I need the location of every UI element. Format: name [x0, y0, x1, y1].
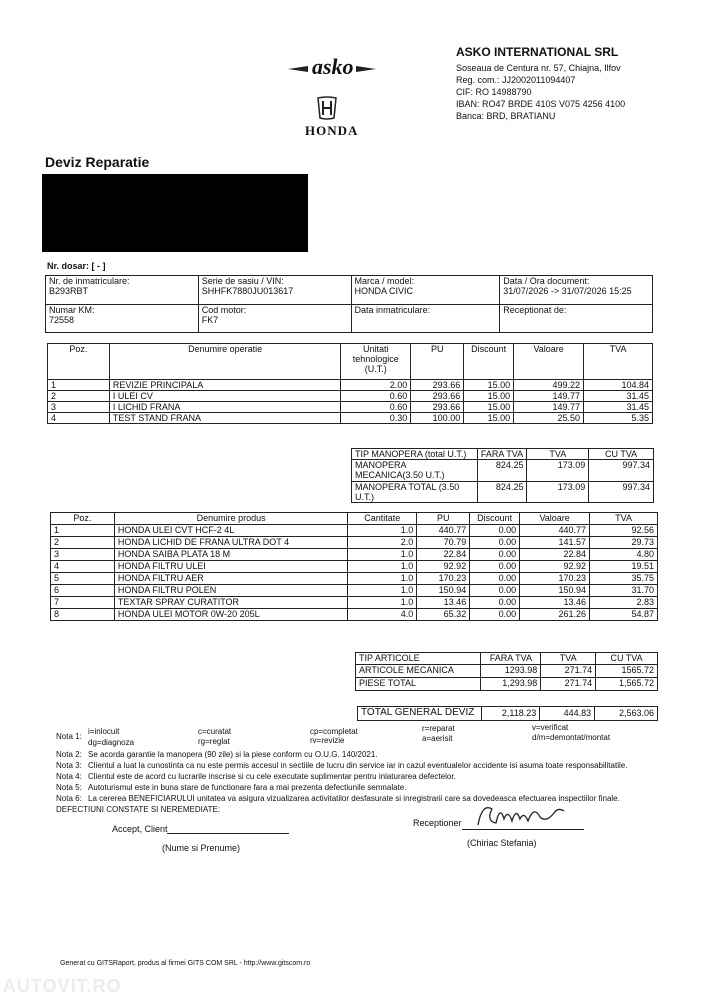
parts-cell: 92.92 [520, 561, 590, 573]
parts-cell: 54.87 [590, 609, 658, 621]
parts-cell: 2.83 [590, 597, 658, 609]
info-cell-data-inm [351, 305, 500, 333]
ops-header-denumire: Denumire operatie [109, 344, 340, 380]
legend-item: cp=completat [310, 727, 358, 736]
art-cell: ARTICOLE MECANICA [356, 665, 481, 678]
vehicle-info-table [45, 275, 653, 333]
ops-cell: 293.66 [411, 380, 464, 391]
parts-cell: 4.0 [348, 609, 417, 621]
parts-cell: HONDA FILTRU AER [114, 573, 347, 585]
manop-cell: 824.25 [477, 460, 527, 482]
redaction-block [42, 174, 308, 252]
table-row [48, 413, 653, 424]
table-row [352, 482, 654, 503]
parts-cell: 65.32 [417, 609, 470, 621]
nota-label: Nota 2: [56, 750, 82, 759]
parts-cell: HONDA ULEI CVT HCF-2 4L [114, 525, 347, 537]
info-cell-serie [198, 276, 351, 305]
legend-item: d/m=demontat/montat [532, 733, 611, 742]
nota-label: Nota 4: [56, 772, 82, 781]
legend-item: i=inlocuit [88, 727, 120, 736]
art-header: FARA TVA [481, 653, 541, 665]
nota-line [56, 750, 378, 760]
parts-cell: 22.84 [520, 549, 590, 561]
table-row [51, 597, 658, 609]
parts-cell: 261.26 [520, 609, 590, 621]
km-label: Numar KM: [49, 305, 95, 315]
ops-cell: 1 [48, 380, 110, 391]
ops-cell: I ULEI CV [109, 391, 340, 402]
cod-label: Cod motor: [201, 305, 247, 315]
nota-label: Nota 5: [56, 783, 82, 792]
total-tva: 444.83 [540, 707, 595, 721]
legend-item: rg=reglat [198, 737, 230, 746]
ops-cell: 5.35 [584, 413, 653, 424]
nota1-label: Nota 1: [56, 732, 82, 741]
receptioner-signature [470, 795, 570, 835]
ops-cell: 31.45 [584, 402, 653, 413]
data-inm-label: Data inmatriculare: [354, 305, 431, 315]
ops-cell: 104.84 [584, 380, 653, 391]
marca-value: HONDA CIVIC [354, 286, 414, 296]
data-value: 31/07/2026 -> 31/07/2026 15:25 [503, 286, 632, 296]
manop-header: CU TVA [589, 449, 654, 460]
recep-label: Receptionat de: [503, 305, 567, 315]
art-header: CU TVA [596, 653, 658, 665]
dosar-number: Nr. dosar: [ - ] [47, 261, 106, 271]
ops-cell: 25.50 [514, 413, 584, 424]
table-row [48, 391, 653, 402]
manop-cell: 997.34 [589, 460, 654, 482]
cod-value: FK7 [201, 315, 219, 325]
table-row [48, 402, 653, 413]
parts-cell: 1.0 [348, 549, 417, 561]
parts-cell: 31.70 [590, 585, 658, 597]
parts-cell: 440.77 [417, 525, 470, 537]
company-bank: Banca: BRD, BRATIANU [456, 111, 556, 121]
ops-header-ut: Unitati tehnologice (U.T.) [341, 344, 411, 380]
total-general-table [357, 706, 658, 721]
parts-cell: 0.00 [470, 597, 520, 609]
art-cell: 1565.72 [596, 665, 658, 678]
parts-cell: 22.84 [417, 549, 470, 561]
manop-cell: 173.09 [527, 482, 589, 503]
parts-cell: 1 [51, 525, 115, 537]
ops-cell: 293.66 [411, 402, 464, 413]
info-cell-marca [351, 276, 500, 305]
ops-cell: 100.00 [411, 413, 464, 424]
client-signature-line [167, 833, 289, 834]
parts-cell: 0.00 [470, 573, 520, 585]
table-row [356, 665, 658, 678]
ops-cell: 15.00 [464, 413, 514, 424]
art-cell: 1,565.72 [596, 678, 658, 691]
parts-cell: 1.0 [348, 573, 417, 585]
legend-item: a=aerisit [422, 734, 453, 743]
ops-cell: REVIZIE PRINCIPALA [109, 380, 340, 391]
parts-cell: 0.00 [470, 525, 520, 537]
parts-cell: 0.00 [470, 549, 520, 561]
footer-credit: Generat cu GITSRaport, produs al firmei GITS COM SRL - http://www.gitscom.ro [60, 960, 311, 967]
manop-header: TVA [527, 449, 589, 460]
ops-cell: 15.00 [464, 402, 514, 413]
parts-cell: 6 [51, 585, 115, 597]
parts-header-tva: TVA [590, 513, 658, 525]
ops-cell: 2.00 [341, 380, 411, 391]
total-fara-tva: 2,118.23 [482, 707, 540, 721]
client-name-caption: (Nume si Prenume) [162, 843, 241, 853]
nr-inm-label: Nr. de inmatriculare: [49, 276, 130, 286]
parts-cell: 0.00 [470, 585, 520, 597]
nota-text: Clientul a luat la cunostinta ca nu este permis accesul in sectiile de lucru din service iar in cazul eventualelor accidente isi asuma toate responsabilitatile. [88, 761, 628, 770]
defectiuni-label: DEFECTIUNI CONSTATE SI NEREMEDIATE: [56, 805, 221, 814]
art-cell: 271.74 [541, 665, 596, 678]
document-title: Deviz Reparatie [45, 154, 150, 170]
parts-cell: 19.51 [590, 561, 658, 573]
table-row [51, 561, 658, 573]
operations-table [47, 343, 653, 424]
manopera-summary-table [351, 448, 654, 503]
marca-label: Marca / model: [354, 276, 415, 286]
info-cell-km [46, 305, 199, 333]
table-row [51, 525, 658, 537]
parts-cell: 1.0 [348, 525, 417, 537]
parts-cell: 35.75 [590, 573, 658, 585]
receptioner-name-caption: (Chiriac Stefania) [467, 838, 537, 848]
nota-label: Nota 3: [56, 761, 82, 770]
ops-cell: 2 [48, 391, 110, 402]
watermark: AUTOVIT.RO [3, 976, 122, 996]
manop-cell: 997.34 [589, 482, 654, 503]
ops-cell: 0.60 [341, 391, 411, 402]
ops-header-pu: PU [411, 344, 464, 380]
parts-cell: HONDA SAIBA PLATA 18 M [114, 549, 347, 561]
parts-cell: 0.00 [470, 537, 520, 549]
nota-line [56, 783, 406, 793]
art-cell: 271.74 [541, 678, 596, 691]
nota-text: Autoturismul este in buna stare de functionare fara a mai prezenta defectiunile semnalate. [88, 783, 407, 792]
parts-cell: TEXTAR SPRAY CURATITOR [114, 597, 347, 609]
art-cell: 1293.98 [481, 665, 541, 678]
company-iban: IBAN: RO47 BRDE 410S V075 4256 4100 [456, 99, 626, 109]
table-row [51, 537, 658, 549]
ops-cell: 31.45 [584, 391, 653, 402]
parts-cell: 13.46 [520, 597, 590, 609]
manop-cell: 824.25 [477, 482, 527, 503]
parts-cell: 0.00 [470, 561, 520, 573]
parts-cell: 141.57 [520, 537, 590, 549]
ops-header-tva: TVA [584, 344, 653, 380]
nota-text: La cererea BENEFICIARULUI unitatea va asigura vizualizarea activitatilor desfasurate si inregistrarii care sa dovedeasca efectuarea inspectiilor finale. [88, 794, 620, 803]
honda-logo [316, 96, 338, 120]
legend-item: v=verificat [532, 723, 569, 732]
info-cell-cod [198, 305, 351, 333]
parts-cell: 3 [51, 549, 115, 561]
parts-header-cantitate: Cantitate [348, 513, 417, 525]
parts-cell: 92.56 [590, 525, 658, 537]
asko-logo [288, 54, 376, 81]
company-regcom: Reg. com.: JJ2002011094407 [456, 75, 576, 85]
parts-cell: 4.80 [590, 549, 658, 561]
ops-cell: 15.00 [464, 380, 514, 391]
nr-inm-value: B293RBT [49, 286, 89, 296]
parts-cell: 7 [51, 597, 115, 609]
nota-text: Clientul este de acord cu lucrarile inscrise si cu cele executate suplimentar pentru inlaturarea defectelor. [88, 772, 456, 781]
receptioner-label: Receptioner [413, 818, 462, 828]
parts-cell: 2.0 [348, 537, 417, 549]
parts-cell: HONDA FILTRU ULEI [114, 561, 347, 573]
parts-cell: 5 [51, 573, 115, 585]
manop-cell: 173.09 [527, 460, 589, 482]
total-cu-tva: 2,563.06 [595, 707, 658, 721]
parts-cell: HONDA ULEI MOTOR 0W-20 205L [114, 609, 347, 621]
legend-item: r=reparat [422, 724, 455, 733]
manop-header: FARA TVA [477, 449, 527, 460]
ops-cell: 293.66 [411, 391, 464, 402]
parts-header-valoare: Valoare [520, 513, 590, 525]
ops-cell: 0.30 [341, 413, 411, 424]
table-row [48, 380, 653, 391]
parts-cell: 1.0 [348, 561, 417, 573]
parts-cell: 4 [51, 561, 115, 573]
table-row [51, 549, 658, 561]
parts-cell: 92.92 [417, 561, 470, 573]
parts-cell: 1.0 [348, 585, 417, 597]
ops-header-poz: Poz. [48, 344, 110, 380]
parts-cell: 70.79 [417, 537, 470, 549]
ops-cell: 4 [48, 413, 110, 424]
legend-item: rv=revizie [310, 736, 345, 745]
articole-summary-table [355, 652, 658, 691]
parts-cell: 170.23 [520, 573, 590, 585]
honda-wordmark: HONDA [305, 123, 359, 138]
ops-header-discount: Discount [464, 344, 514, 380]
parts-table [50, 512, 658, 621]
manop-cell: MANOPERA MECANICA(3.50 U.T.) [352, 460, 478, 482]
info-cell-data [500, 276, 653, 305]
table-row [51, 573, 658, 585]
company-cif: CIF: RO 14988790 [456, 87, 532, 97]
info-cell-recep [500, 305, 653, 333]
parts-cell: HONDA LICHID DE FRANA ULTRA DOT 4 [114, 537, 347, 549]
parts-cell: 170.23 [417, 573, 470, 585]
asko-logo-text: asko [312, 54, 354, 79]
parts-cell: 8 [51, 609, 115, 621]
art-header: TIP ARTICOLE [356, 653, 481, 665]
ops-cell: 15.00 [464, 391, 514, 402]
parts-cell: 440.77 [520, 525, 590, 537]
nota-text: Se acorda garantie la manopera (90 zile) si la piese conform cu O.U.G. 140/2021. [88, 750, 378, 759]
parts-header-pu: PU [417, 513, 470, 525]
parts-cell: 1.0 [348, 597, 417, 609]
accept-client-label: Accept, Client [112, 824, 168, 834]
parts-cell: 13.46 [417, 597, 470, 609]
parts-cell: 2 [51, 537, 115, 549]
parts-cell: 29.73 [590, 537, 658, 549]
art-header: TVA [541, 653, 596, 665]
parts-cell: 0.00 [470, 609, 520, 621]
manop-cell: MANOPERA TOTAL (3.50 U.T.) [352, 482, 478, 503]
km-value: 72558 [49, 315, 75, 325]
parts-header-denumire: Denumire produs [114, 513, 347, 525]
legend-item: dg=diagnoza [88, 738, 135, 747]
table-row [51, 585, 658, 597]
ops-cell: 3 [48, 402, 110, 413]
serie-value: SHHFK7880JU013617 [201, 286, 294, 296]
parts-cell: 150.94 [417, 585, 470, 597]
art-cell: PIESE TOTAL [356, 678, 481, 691]
nota-label: Nota 6: [56, 794, 82, 803]
ops-cell: TEST STAND FRANA [109, 413, 340, 424]
nota-line [56, 761, 627, 771]
table-row [356, 678, 658, 691]
ops-cell: 0.60 [341, 402, 411, 413]
table-row [51, 609, 658, 621]
ops-cell: I LICHID FRANA [109, 402, 340, 413]
company-name: ASKO INTERNATIONAL SRL [456, 45, 619, 59]
parts-header-discount: Discount [470, 513, 520, 525]
ops-cell: 149.77 [514, 402, 584, 413]
company-address: Soseaua de Centura nr. 57, Chiajna, Ilfov [456, 63, 621, 73]
serie-label: Serie de sasiu / VIN: [201, 276, 284, 286]
company-block [456, 45, 625, 122]
parts-header-poz: Poz. [51, 513, 115, 525]
art-cell: 1,293.98 [481, 678, 541, 691]
ops-cell: 499.22 [514, 380, 584, 391]
manop-header: TIP MANOPERA (total U.T.) [352, 449, 478, 460]
ops-cell: 149.77 [514, 391, 584, 402]
nota-line [56, 772, 456, 782]
ops-header-valoare: Valoare [514, 344, 584, 380]
info-cell-nr-inm [46, 276, 199, 305]
parts-cell: HONDA FILTRU POLEN [114, 585, 347, 597]
parts-cell: 150.94 [520, 585, 590, 597]
total-label: TOTAL GENERAL DEVIZ [358, 707, 482, 721]
data-label: Data / Ora document: [503, 276, 590, 286]
legend-item: c=curatat [198, 727, 232, 736]
table-row [352, 460, 654, 482]
